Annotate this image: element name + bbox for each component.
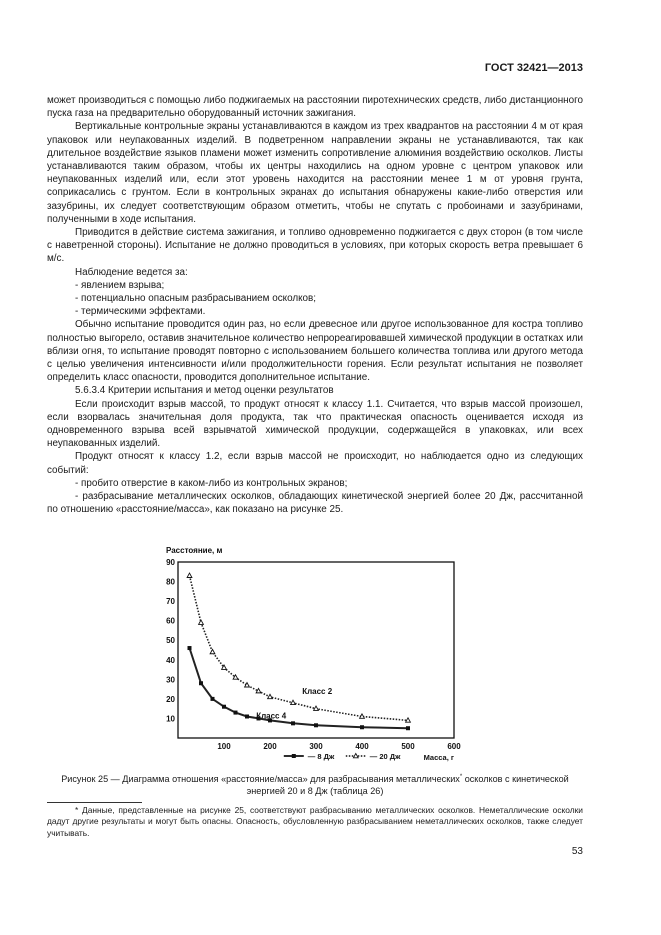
- data-point-20j: [245, 683, 250, 687]
- data-point-20j: [210, 649, 215, 653]
- y-tick-label: 10: [166, 714, 175, 724]
- legend-label-20j: — 20 Дж: [369, 752, 401, 761]
- page-number: 53: [571, 846, 583, 857]
- y-axis-label: Расстояние, м: [166, 546, 223, 555]
- x-tick-label: 500: [401, 742, 415, 751]
- data-point-20j: [314, 706, 319, 710]
- paragraph: Вертикальные контрольные экраны устанавливаются в каждом из трех квадрантов на расстоянии 4 м от края упаковок или неупакованных изделий. В подветренном направлении экраны не устанавливаются, так как длительное воздействие языков пламени может изменить сопротивление алюминия воздействию осколков. Листы устанавливаются таким образом, чтобы их центры находились на одном уровне с центром упаковок или неупакованных изделий или, если этот уровень находится на расстоянии менее 1 м от уровня грунта, соприкасались с грунтом. Если в контрольных экранах до испытания обнаружены какие-либо отверстия или зазубрины, их следует соответствующим образом отметить, чтобы не спутать с пробоинами и зазубринами, полученными в ходе испытания.: [47, 121, 583, 225]
- y-tick-label: 30: [166, 675, 175, 685]
- list-item: - термическими эффектами.: [75, 306, 206, 318]
- data-point-8j: [234, 711, 238, 715]
- legend-marker-8j: [292, 754, 296, 758]
- x-axis-label: Масса, г: [423, 753, 454, 762]
- data-point-20j: [406, 718, 411, 722]
- footnote-divider: [47, 802, 142, 803]
- footnote-text: Данные, представленные на рисунке 25, соответствуют разбрасыванию металлических осколков. Неметаллические осколки дадут другие результаты и могут быть опасны. Опасность, обусловленную разбрасыванием неметаллических осколков, также следует учитывать.: [47, 805, 583, 838]
- standard-header: ГОСТ 32421—2013: [484, 62, 583, 74]
- x-tick-label: 200: [263, 742, 277, 751]
- x-tick-label: 100: [217, 742, 231, 751]
- footnote: [47, 805, 583, 839]
- y-tick-label: 50: [166, 636, 175, 646]
- data-point-8j: [211, 697, 215, 701]
- data-point-8j: [188, 646, 192, 650]
- figure-caption: [47, 773, 583, 797]
- list-item: - явлением взрыва;: [75, 279, 165, 291]
- legend-marker-20j: [353, 754, 358, 758]
- data-point-8j: [406, 726, 410, 730]
- paragraph: может производиться с помощью либо поджигаемых на расстоянии пиротехнических средств, либо дистанционного пуска газа на предварительно оборудованный источник зажигания.: [47, 95, 583, 120]
- data-point-20j: [187, 573, 192, 577]
- plot-frame: [178, 562, 454, 738]
- data-point-20j: [268, 694, 273, 698]
- paragraph: Продукт относят к классу 1.2, если взрыв массой не происходит, но наблюдается одно из следующих событий:: [47, 451, 583, 476]
- data-point-8j: [245, 714, 249, 718]
- paragraph: Если происходит взрыв массой, то продукт относят к классу 1.1. Считается, что взрыв массой произошел, если взорвалась значительная доля продукта, так что практическая опасность оценивается исходя из одновременного взрыва всей взрывчатой химической продукции, содержащейся в упаковках, или всех неупакованных изделий.: [47, 398, 583, 450]
- x-tick-label: 300: [309, 742, 323, 751]
- caption-text-continued: осколков с кинетической энергией 20 и 8 Дж (таблица 26): [246, 774, 569, 796]
- data-point-8j: [291, 721, 295, 725]
- data-point-20j: [360, 714, 365, 718]
- list-item: - потенциально опасным разбрасыванием осколков;: [75, 293, 317, 305]
- list-item: - пробито отверстие в каком-либо из контрольных экранов;: [75, 477, 348, 489]
- x-tick-label: 400: [355, 742, 369, 751]
- data-point-8j: [199, 681, 203, 685]
- data-point-20j: [256, 688, 261, 692]
- list-item: - разбрасывание металлических осколков, обладающих кинетической энергией более 20 Дж, рассчитанной по отношению «расстояние/масса», как показано на рисунке 25.: [47, 491, 583, 516]
- paragraph: Приводится в действие система зажигания, и топливо одновременно поджигается с двух сторон (в том числе с наветренной стороны). Испытание не должно проводиться в условиях, при которых скорость ветра превышает 6 м/с.: [47, 227, 583, 265]
- distance-mass-chart: [140, 540, 480, 770]
- data-point-20j: [291, 700, 296, 704]
- section-heading: 5.6.3.4 Критерии испытания и метод оценки результатов: [75, 385, 334, 397]
- y-tick-label: 70: [166, 597, 175, 607]
- data-point-8j: [314, 723, 318, 727]
- series-label-class-4: Класс 4: [256, 711, 287, 721]
- paragraph: Наблюдение ведется за:: [75, 266, 188, 278]
- paragraph: Обычно испытание проводится один раз, но если древесное или другое использованное для костра топливо полностью выгорело, оставив значительное количество непрореагировавшей химической продукции в остатках или вблизи огня, то испытание проводят повторно с использованием большего количества топлива или другого метода с целью увеличения интенсивности и/или продолжительности горения. Если результат испытания не позволяет определить класс опасности, проводится дополнительное испытание.: [47, 319, 583, 384]
- caption-text: Рисунок 25 — Диаграмма отношения «расстояние/масса» для разбрасывания металлических: [61, 774, 460, 784]
- footnote-mark: *: [75, 805, 79, 815]
- y-tick-label: 80: [166, 577, 175, 587]
- y-tick-label: 90: [166, 558, 175, 567]
- body-text: [47, 94, 583, 517]
- series-label-class-2: Класс 2: [302, 686, 333, 696]
- y-tick-label: 20: [166, 694, 175, 704]
- data-point-8j: [360, 725, 364, 729]
- data-point-20j: [199, 620, 204, 624]
- y-tick-label: 40: [166, 655, 175, 665]
- x-tick-label: 600: [447, 742, 461, 751]
- series-line-20j: [190, 576, 409, 721]
- data-point-8j: [222, 705, 226, 709]
- caption-footnote-mark: *: [459, 773, 463, 780]
- legend-label-8j: — 8 Дж: [307, 752, 335, 761]
- series-line-8j: [190, 648, 409, 728]
- y-tick-label: 60: [166, 616, 175, 626]
